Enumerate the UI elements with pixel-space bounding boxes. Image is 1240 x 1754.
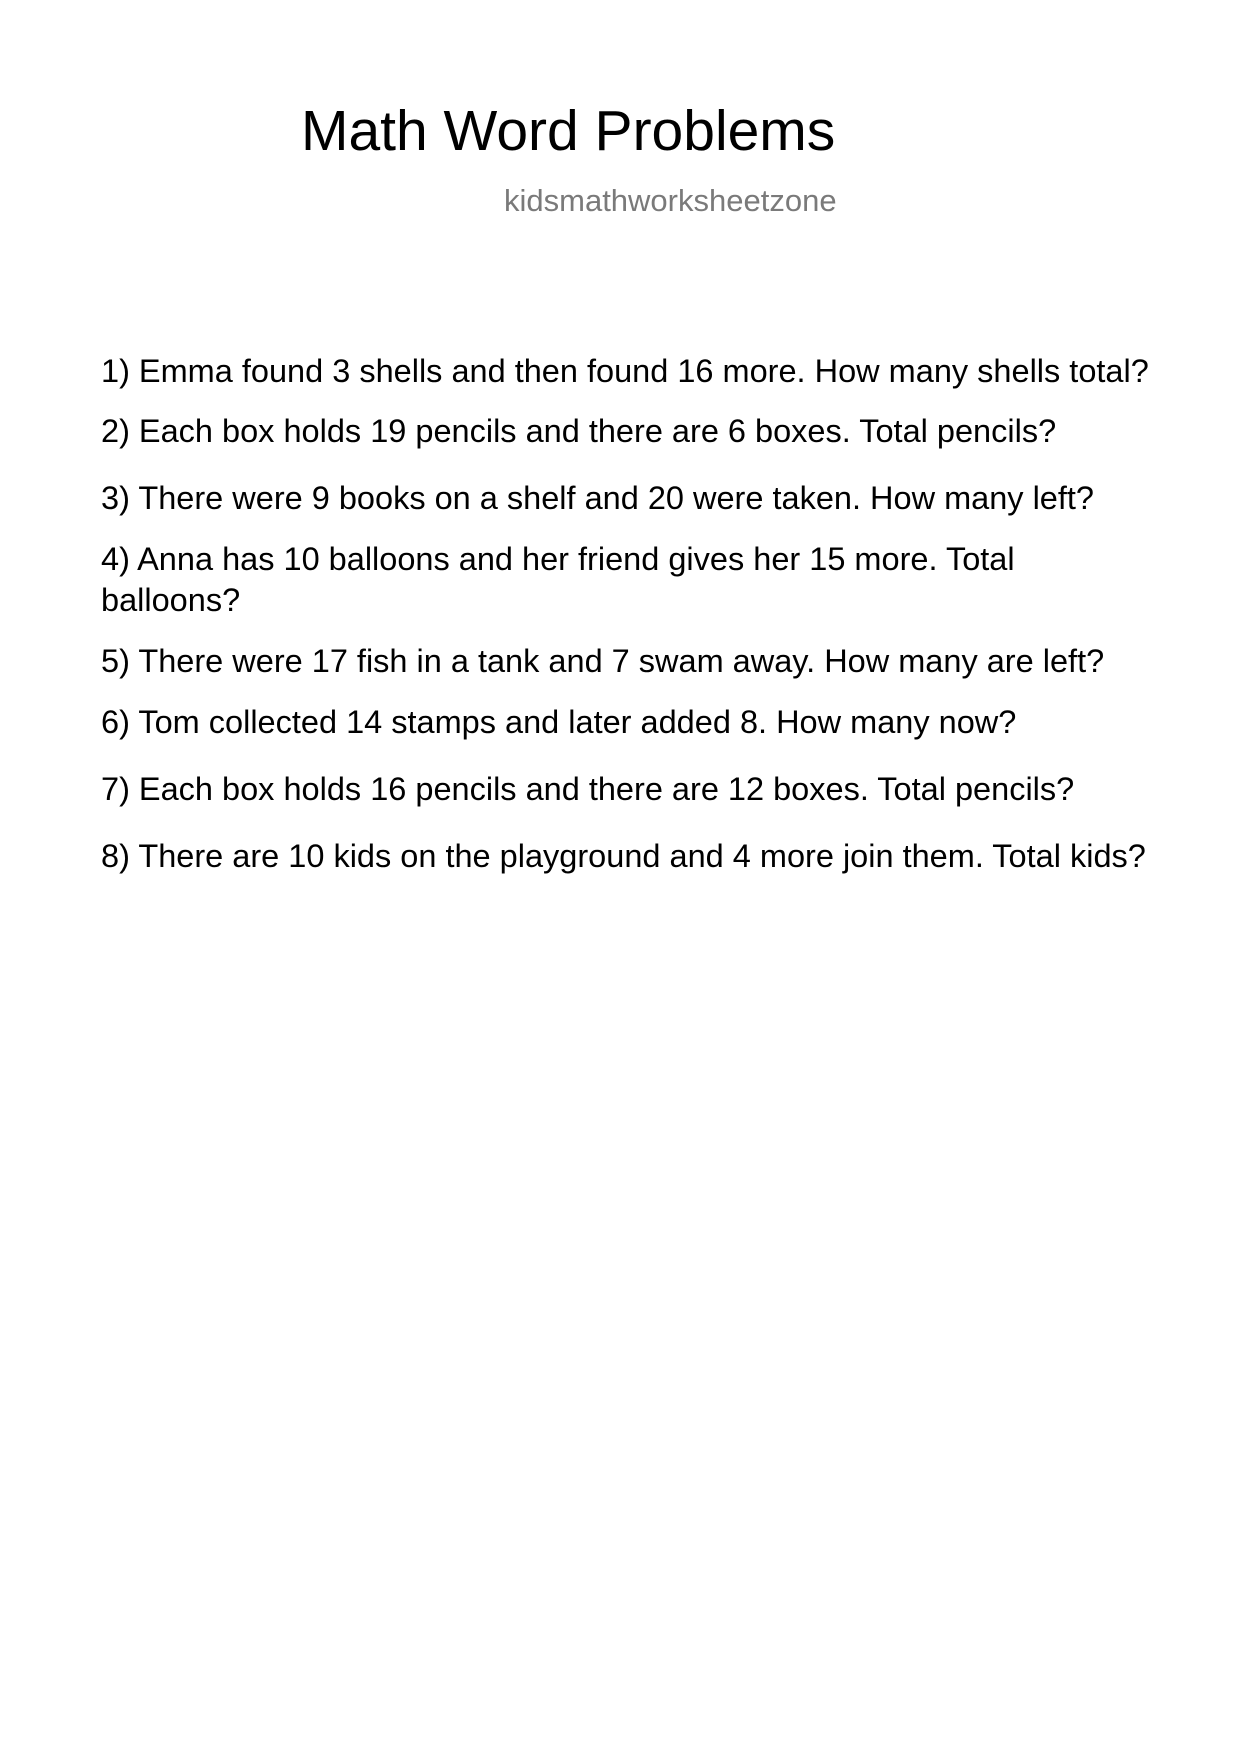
worksheet-source: kidsmathworksheetzone [504, 183, 837, 218]
problem-item-6: 6) Tom collected 14 stamps and later added 8. How many now? [101, 704, 1017, 740]
problem-item-7: 7) Each box holds 16 pencils and there are 12 boxes. Total pencils? [101, 771, 1075, 807]
problem-item-2: 2) Each box holds 19 pencils and there are 6 boxes. Total pencils? [101, 413, 1057, 449]
problem-item-5: 5) There were 17 fish in a tank and 7 swam away. How many are left? [101, 643, 1105, 679]
problem-item-4: 4) Anna has 10 balloons and her friend gives her 15 more. Total balloons? [101, 541, 1015, 618]
problem-item-1: 1) Emma found 3 shells and then found 16 more. How many shells total? [101, 353, 1149, 389]
worksheet-title: Math Word Problems [301, 99, 836, 163]
problem-list [101, 351, 1161, 877]
problem-item-3: 3) There were 9 books on a shelf and 20 were taken. How many left? [101, 480, 1095, 516]
problem-item-8: 8) There are 10 kids on the playground and 4 more join them. Total kids? [101, 838, 1146, 874]
